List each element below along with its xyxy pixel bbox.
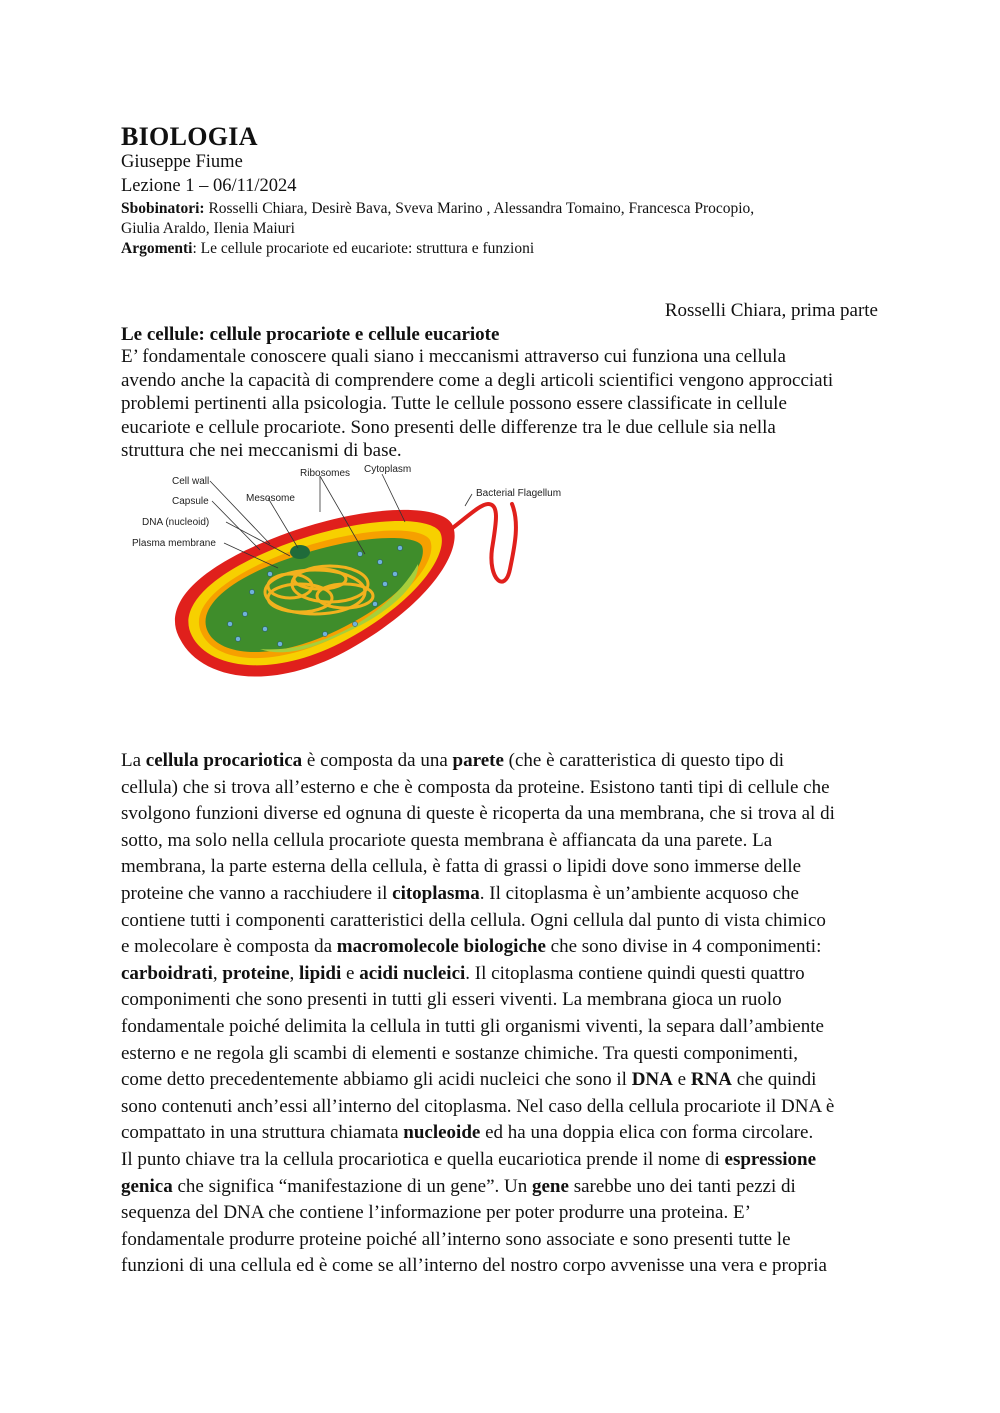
label-ribosomes: Ribosomes [300,468,351,479]
body-line: carboidrati, proteine, lipidi e acidi nucleici. Il citoplasma contiene quindi questi quattro [121,962,805,984]
intro-line: problemi pertinenti alla psicologia. Tutte le cellule possono essere classificate in cellule [121,393,787,414]
prokaryotic-cell-figure [120,464,580,709]
body-line: La cellula procariotica è composta da una parete (che è caratteristica di questo tipo di [121,750,785,771]
course-title: BIOLOGIA [121,122,258,151]
intro-paragraph [121,345,881,463]
body-line: componimenti che sono presenti in tutti gli esseri viventi. La membrana gioca un ruolo [121,989,782,1011]
body-line: contiene tutti i componenti caratteristici della cellula. Ogni cellula dal punto di vista chimico [121,909,826,931]
body-line: esterno e ne regola gli scambi di elementi e sostanze chimiche. Tra questi componimenti, [121,1042,798,1064]
body-line: membrana, la parte esterna della cellula, è fatta di grassi o lipidi dove sono immerse delle [121,856,802,878]
body-line: compattato in una struttura chiamata nucleoide ed ha una doppia elica con forma circolare. [121,1122,814,1144]
label-flagellum: Bacterial Flagellum [476,488,562,499]
argomenti-text: : Le cellule procariote ed eucariote: struttura e funzioni [192,240,535,257]
body-line: cellula) che si trova all’esterno e che è composta da proteine. Esistono tanti tipi di cellule che [121,776,830,798]
label-cytoplasm: Cytoplasm [364,464,412,475]
body-paragraph [121,748,881,1280]
sbobinatori-label: Sbobinatori: [121,200,205,217]
sbobinatori-names: Rosselli Chiara, Desirè Bava, Sveva Marino , Alessandra Tomaino, Francesca Procopio, [204,200,755,217]
body-line: sequenza del DNA che contiene l’informazione per poter produrre una proteina. E’ [121,1202,751,1224]
intro-line: eucariote e cellule procariote. Sono presenti delle differenze tra le due cellule sia nella [121,416,776,438]
sbobinatori-line [121,200,754,218]
body-line: genica che significa “manifestazione di un gene”. Un gene sarebbe uno dei tanti pezzi di [121,1175,796,1197]
body-line: sotto, ma solo nella cellula procariote questa membrana è affiancata da una parete. La [121,829,773,851]
sbobinatori-names-cont: Giulia Araldo, Ilenia Maiuri [121,220,295,237]
label-capsule: Capsule [172,496,209,507]
body-line: svolgono funzioni diverse ed ognuna di queste è ricoperta da una membrana, che si trova al di [121,803,835,825]
lesson-date: Lezione 1 – 06/11/2024 [121,176,297,196]
argomenti-label: Argomenti [121,240,193,257]
author-note: Rosselli Chiara, prima parte [664,300,878,321]
mesosome-shape [290,545,310,559]
body-line: funzioni di una cellula ed è come se all’interno del nostro corpo avvenisse una vera e propria [121,1255,827,1277]
body-line: Il punto chiave tra la cellula procariotica e quella eucariotica prende il nome di espressione [121,1148,816,1170]
body-line: proteine che vanno a racchiudere il citoplasma. Il citoplasma è un’ambiente acquoso che [121,882,799,904]
argomenti-line [121,240,534,258]
section-heading: Le cellule: cellule procariote e cellule eucariote [121,324,500,345]
body-line: fondamentale produrre proteine poiché all’interno sono associate e sono presenti tutte le [121,1228,791,1250]
body-line: sono contenuti anch’essi all’interno del citoplasma. Nel caso della cellula procariote il DNA è [121,1095,835,1117]
label-cell-wall: Cell wall [172,476,210,487]
label-dna: DNA (nucleoid) [142,517,210,528]
intro-line: struttura che nei meccanismi di base. [121,440,402,461]
professor-name: Giuseppe Fiume [121,152,243,172]
label-mesosome: Mesosome [246,493,295,504]
body-line: fondamentale poiché delimita la cellula in tutti gli organismi viventi, la separa dall’ambiente [121,1015,824,1037]
body-line: e molecolare è composta da macromolecole biologiche che sono divise in 4 componimenti: [121,936,822,958]
body-line: come detto precedentemente abbiamo gli acidi nucleici che sono il DNA e RNA che quindi [121,1069,817,1091]
intro-line: avendo anche la capacità di comprendere come a degli articoli scientifici vengono approcciati [121,369,834,391]
intro-line: E’ fondamentale conoscere quali siano i meccanismi attraverso cui funziona una cellula [121,346,786,367]
label-plasma-membrane: Plasma membrane [132,538,216,549]
